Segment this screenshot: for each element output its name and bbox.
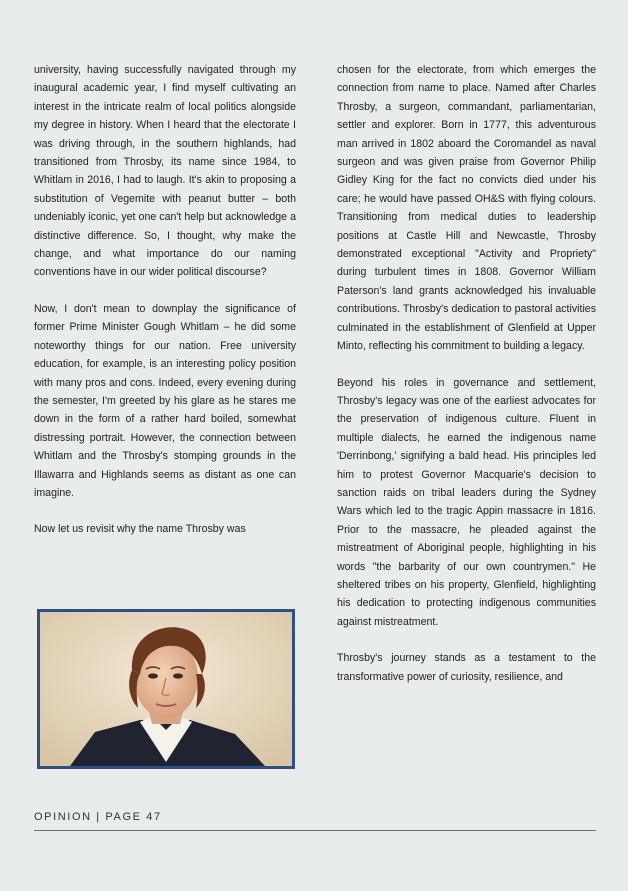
left-paragraph-3: Now let us revisit why the name Throsby was <box>34 523 246 536</box>
right-paragraph-3: Throsby's journey stands as a testament to the transformative power of curiosity, resilience, and <box>337 652 596 683</box>
page-footer: OPINION | PAGE 47 <box>34 811 162 823</box>
left-paragraph-1: university, having successfully navigated through my inaugural academic year, I find myself cultivating an interest in the intricate realm of local politics alongside my degree in history. When I heard that the electorate I was driving through, in the southern highlands, had transitioned from Throsby, its name since 1984, to Whitlam in 2016, I had to laugh. It's akin to proposing a substitution of Vegemite with peanut butter – both undeniably iconic, yet one can't help but acknowledge a distinctive difference. So, I thought, why make the change, and what importance do our naming conventions have in our wider political discourse? <box>34 64 296 279</box>
right-paragraph-1: chosen for the electorate, from which emerges the connection from name to place. Named after Charles Throsby, a surgeon, commandant, parliamentarian, settler and explorer. Born in 1777, this adventurous man arrived in 1802 aboard the Coromandel as naval surgeon and was given praise from Governor Philip Gidley King for the fact no convicts died under his care; he would have passed OH&S with flying colours. Transitioning from medical duties to leadership positions at Castle Hill and Newcastle, Throsby demonstrated exceptional "Activity and Propriety" during turbulent times in 1808. Governor William Paterson's land grants acknowledged his invaluable contributions. Throsby's dedication to pastoral activities culminated in the establishment of Glenfield at Upper Minto, reflecting his commitment to building a legacy. <box>337 64 596 353</box>
footer-divider <box>34 830 596 831</box>
right-column <box>337 61 596 704</box>
portrait-painting <box>40 612 292 766</box>
left-paragraph-2: Now, I don't mean to downplay the significance of former Prime Minister Gough Whitlam – he did some noteworthy things for our nation. Free university education, for example, is an interesting policy position with many pros and cons. Indeed, every evening during the semester, I'm greeted by his glare as he stares me down in the form of a rather hard boiled, somewhat distressing portrait. However, the connection between Whitlam and the Throsby's stomping grounds in the Illawarra and Highlands seems as distant as one can imagine. <box>34 302 296 499</box>
left-column <box>34 61 296 557</box>
right-paragraph-2: Beyond his roles in governance and settlement, Throsby's legacy was one of the earliest advocates for the preservation of indigenous culture. Fluent in multiple dialects, he earned the indigenous name 'Derrinbong,' signifying a bald head. His principles led him to protest Governor Macquarie's decision to sanction raids on tribal leaders during the Sydney Wars which led to the tragic Appin massacre in 1816. Prior to the massacre, he pleaded against the mistreatment of Aboriginal people, highlighting in his words "the barbarity of our own countrymen." He sheltered tribes on his property, Glenfield, highlighting his dedication to protecting indigenous communities against mistreatment. <box>337 376 596 628</box>
portrait-image <box>37 609 295 769</box>
